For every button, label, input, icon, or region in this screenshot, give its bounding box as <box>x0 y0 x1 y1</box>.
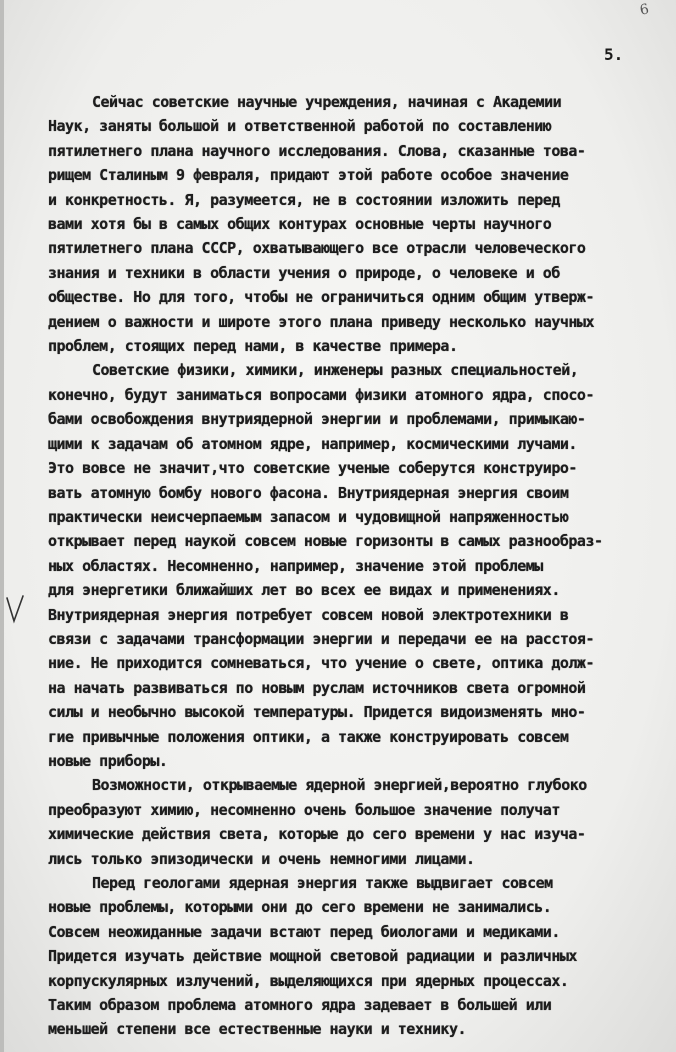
text-line: новые приборы. <box>48 751 168 770</box>
text-line: вами хотя бы в самых общих контурах основные черты научного <box>48 215 552 234</box>
text-line: преобразуют химию, несомненно очень большое значение получат <box>48 800 560 819</box>
text-line: Придется изучать действие мощной световой радиации и различных <box>48 947 577 966</box>
text-line: корпускулярных излучений, выделяющихся при ядерных процессах. <box>48 971 569 990</box>
text-line: обществе. Но для того, чтобы не ограничиться одним общим утверж- <box>48 288 594 307</box>
text-line: Наук, заняты большой и ответственной работой по составлению <box>48 117 552 136</box>
text-line: Советские физики, химики, инженеры разных специальностей, <box>92 361 579 380</box>
text-line: Сейчас советские научные учреждения, начиная с Академии <box>92 93 562 111</box>
text-line: на начать развиваться по новым руслам источников света огромной <box>48 678 586 697</box>
text-line: ных областях. Несомненно, например, значение этой проблемы <box>48 556 543 575</box>
body-text <box>48 90 672 1042</box>
text-line: Перед геологами ядерная энергия также выдвигает совсем <box>92 874 553 892</box>
margin-checkmark-icon <box>4 594 26 624</box>
text-line: Это вовсе не значит,что советские ученые соберутся конструиро- <box>48 459 577 478</box>
text-line: практически неисчерпаемым запасом и чудовищной напряженностью <box>48 507 569 526</box>
paragraph-2 <box>48 358 672 773</box>
text-line: щими к задачам об атомном ядре, например, космическими лучами. <box>48 434 577 453</box>
paragraph-4 <box>48 871 672 1042</box>
text-line: пятилетнего плана СССР, охватывающего все отрасли человеческого <box>48 239 586 258</box>
text-line: конечно, будут заниматься вопросами физики атомного ядра, спосо- <box>48 385 594 404</box>
corner-handwritten-mark: 6 <box>638 1 651 19</box>
text-line: дением о важности и широте этого плана приведу несколько научных <box>48 312 594 331</box>
text-line: Возможности, открываемые ядерной энергией,вероятно глубоко <box>92 776 587 795</box>
text-line: лись только эпизодически и очень немногими лицами. <box>48 849 475 868</box>
text-line: и конкретность. Я, разумеется, не в состоянии изложить перед <box>48 190 560 209</box>
paragraph-1 <box>48 90 672 358</box>
text-line: связи с задачами трансформации энергии и передачи ее на расстоя- <box>48 629 594 648</box>
text-line: ние. Не приходится сомневаться, что учение о свете, оптика долж- <box>48 654 594 673</box>
text-line: силы и необычно высокой температуры. Придется видоизменять мно- <box>48 703 586 722</box>
text-line: химические действия света, которые до сего времени у нас изуча- <box>48 825 586 844</box>
text-line: вать атомную бомбу нового фасона. Внутриядерная энергия своим <box>48 483 569 502</box>
text-line: пятилетнего плана научного исследования. Слова, сказанные това- <box>48 141 586 160</box>
scan-edge <box>0 0 4 1052</box>
text-line: Таким образом проблема атомного ядра задевает в большей или <box>48 996 552 1015</box>
text-line: открывает перед наукой совсем новые горизонты в самых разнообраз- <box>48 532 603 551</box>
text-line: рищем Сталиным 9 февраля, придают этой работе особое значение <box>48 166 569 185</box>
text-line: знания и техники в области учения о природе, о человеке и об <box>48 263 560 282</box>
paragraph-3 <box>48 773 672 871</box>
text-line: Совсем неожиданные задачи встают перед биологами и медиками. <box>48 922 560 941</box>
text-line: Внутриядерная энергия потребует совсем новой электротехники в <box>48 605 569 624</box>
text-line: новые проблемы, которыми они до сего времени не занимались. <box>48 898 552 917</box>
text-line: для энергетики ближайших лет во всех ее видах и применениях. <box>48 581 560 600</box>
page-number: 5. <box>604 45 624 64</box>
text-line: бами освобождения внутриядерной энергии и проблемами, примыкаю- <box>48 410 586 429</box>
text-line: проблем, стоящих перед нами, в качестве примера. <box>48 337 458 356</box>
text-line: меньшей степени все естественные науки и технику. <box>48 1020 467 1039</box>
text-line: гие привычные положения оптики, а также конструировать совсем <box>48 727 569 746</box>
